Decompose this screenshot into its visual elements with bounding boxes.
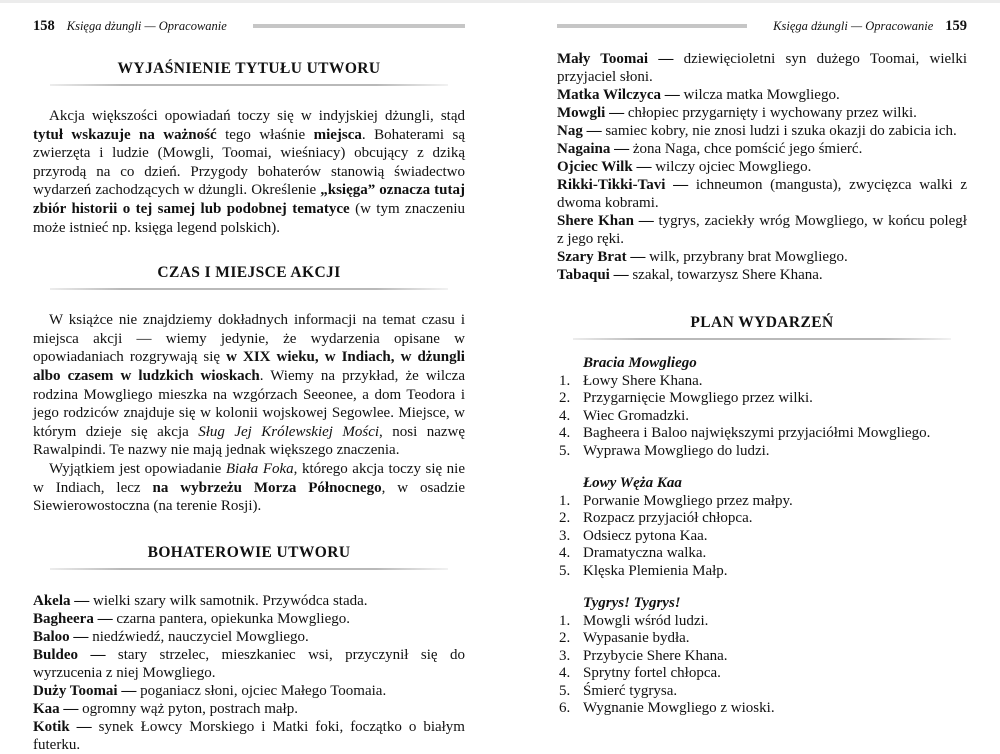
- character-entry: Tabaqui — szakal, towarzysz Shere Khana.: [557, 267, 823, 283]
- plan-item-text: Wypasanie bydła.: [583, 630, 690, 646]
- chapter-title: Łowy Węża Kaa: [583, 475, 682, 491]
- plan-item-number: 1.: [559, 372, 571, 389]
- chapter-title: Bracia Mowgliego: [583, 355, 697, 371]
- character-entry: Nagaina — żona Naga, chce pomścić jego śmierć.: [557, 141, 863, 157]
- text-segment: Akcja większości opowiadań toczy się w indyjskiej dżungli, stąd: [49, 108, 465, 124]
- heading-rule: [50, 84, 447, 86]
- character-name: Rikki-Tikki-Tavi —: [557, 177, 689, 193]
- text-segment: . Bohaterami są zwierzęta i ludzie (Mowgli, Toomai, wieśniacy) obcujący z dziką przyrodą na co dzień. Przygody bohaterów stanowią świadectwo wydarzeń zachodzących w dżungli. Określenie: [33, 126, 465, 199]
- text-segment: W książce nie znajdziemy dokładnych informacji na temat czasu i miejsca akcji — wiemy jedynie, że wydarzenia opisane w opowiadaniach rozgrywają się: [33, 312, 465, 366]
- plan-item-text: Wygnanie Mowgliego z wioski.: [583, 700, 775, 716]
- character-entry: Ojciec Wilk — wilczy ojciec Mowgliego.: [557, 159, 812, 175]
- plan-item-text: Klęska Plemienia Małp.: [583, 562, 728, 579]
- plan-item-text: Łowy Shere Khana.: [583, 372, 703, 389]
- plan-item: [559, 510, 967, 528]
- plan-chapter: [557, 475, 967, 580]
- heading-text: PLAN WYDARZEŃ: [690, 314, 834, 331]
- plan-item-text: Śmierć tygrysa.: [583, 682, 678, 699]
- plan-item: [559, 665, 967, 683]
- plan-item: [559, 700, 967, 718]
- character-name: Baloo —: [33, 628, 89, 645]
- plan-item-number: 4.: [559, 425, 571, 441]
- character-entry: Szary Brat — wilk, przybrany brat Mowgliego.: [557, 249, 848, 265]
- text-segment: na wybrzeżu Morza Północnego: [152, 479, 382, 496]
- plan-item-text: Wyprawa Mowgliego do ludzi.: [583, 442, 770, 459]
- text-segment: , nosi nazwę Rawalpindi. Te nazwy nie mają jednak większego znaczenia.: [33, 423, 465, 459]
- plan-item-number: 2.: [559, 390, 571, 406]
- plan-item: [559, 373, 967, 391]
- text-segment: Sług Jej Królewskiej Mości: [198, 423, 380, 440]
- plan-item: [559, 545, 967, 563]
- character-entry: Baloo — niedźwiedź, nauczyciel Mowgliego.: [33, 628, 309, 645]
- text-segment: tego właśnie: [216, 126, 314, 143]
- section-heading-plan: [557, 314, 967, 340]
- text-segment: w XIX wieku, w Indiach, w dżungli albo czasem w ludzkich wioskach: [33, 349, 465, 384]
- heading-rule: [50, 288, 447, 290]
- plan-chapters: [557, 355, 967, 718]
- character-name: Kaa —: [33, 700, 79, 717]
- character-name: Mały Toomai —: [557, 51, 674, 67]
- right-running-title: Księga dżungli — Opracowanie: [773, 19, 934, 33]
- character-entry: Shere Khan — tygrys, zaciekły wróg Mowgliego, w końcu poległ z jego ręki.: [557, 213, 967, 247]
- left-page-number: 158: [33, 18, 55, 34]
- text-segment: tytuł wskazuje na ważność: [33, 126, 217, 143]
- title-explanation-paragraph: [33, 107, 465, 237]
- plan-item-text: Mowgli wśród ludzi.: [583, 612, 709, 629]
- plan-item: [559, 683, 967, 701]
- heading-rule: [573, 338, 950, 340]
- heading-rule: [50, 568, 447, 570]
- character-name: Nag —: [557, 123, 602, 139]
- character-name: Bagheera —: [33, 610, 113, 627]
- plan-item-number: 2.: [559, 630, 571, 646]
- plan-item-number: 4.: [559, 407, 571, 424]
- character-name: Mowgli —: [557, 105, 625, 121]
- right-page: [557, 18, 967, 718]
- character-entry: Duży Toomai — poganiacz słoni, ojciec Małego Toomaia.: [33, 682, 387, 699]
- character-entry: Rikki-Tikki-Tavi — ichneumon (mangusta), zwycięzca walki z dwoma kobrami.: [557, 177, 967, 211]
- plan-item-text: Porwanie Mowgliego przez małpy.: [583, 492, 793, 509]
- plan-chapter: [557, 595, 967, 718]
- plan-item-text: Wiec Gromadzki.: [583, 407, 690, 424]
- character-name: Shere Khan —: [557, 213, 654, 229]
- left-page-header: [33, 18, 465, 34]
- character-name: Szary Brat —: [557, 249, 646, 265]
- character-entry: Akela — wielki szary wilk samotnik. Przywódca stada.: [33, 592, 368, 609]
- plan-item-text: Przybycie Shere Khana.: [583, 647, 728, 664]
- character-list-right: [557, 50, 967, 284]
- character-name: Ojciec Wilk —: [557, 159, 652, 175]
- plan-item: [559, 443, 967, 461]
- text-segment: Biała Foka: [225, 460, 294, 477]
- plan-item-number: 5.: [559, 562, 571, 579]
- heading-text: CZAS I MIEJSCE AKCJI: [157, 264, 341, 282]
- text-segment: Wyjątkiem jest opowiadanie: [49, 460, 226, 477]
- text-segment: , w osadzie Siewierowostoczna (na terenie Rosji).: [33, 479, 466, 515]
- time-place-paragraph-2: [33, 460, 465, 516]
- plan-item-number: 2.: [559, 510, 571, 526]
- character-entry: Matka Wilczyca — wilcza matka Mowgliego.: [557, 87, 840, 103]
- character-entry: Mały Toomai — dziewięcioletni syn dużego Toomai, wielki przyjaciel słoni.: [557, 51, 967, 85]
- plan-item: [559, 630, 967, 648]
- text-segment: miejsca: [313, 126, 362, 143]
- plan-item-number: 6.: [559, 700, 571, 716]
- plan-item: [559, 408, 967, 426]
- time-place-paragraph-1: [33, 311, 465, 460]
- plan-item: [559, 563, 967, 581]
- plan-item-number: 1.: [559, 492, 571, 509]
- character-name: Kotik —: [33, 718, 92, 735]
- plan-item-text: Bagheera i Baloo największymi przyjaciółmi Mowgliego.: [583, 425, 931, 441]
- text-segment: , którego akcja toczy się nie w Indiach, lecz: [33, 460, 466, 496]
- plan-item-text: Przygarnięcie Mowgliego przez wilki.: [583, 390, 813, 406]
- character-entry: Kaa — ogromny wąż pyton, postrach małp.: [33, 700, 298, 717]
- character-name: Duży Toomai —: [33, 682, 137, 699]
- plan-chapter: [557, 355, 967, 460]
- heading-text: BOHATEROWIE UTWORU: [147, 543, 351, 561]
- character-name: Tabaqui —: [557, 267, 629, 283]
- character-name: Nagaina —: [557, 141, 630, 157]
- character-entry: Kotik — synek Łowcy Morskiego i Matki foki, foczątko o białym futerku.: [33, 718, 465, 753]
- plan-item-number: 3.: [559, 527, 571, 544]
- chapter-title: Tygrys! Tygrys!: [583, 595, 681, 611]
- section-heading-title-explanation: [33, 60, 465, 86]
- text-segment: „księga” oznacza tutaj zbiór historii o tej samej lub podobnej tematyce: [33, 182, 465, 217]
- plan-item-text: Rozpacz przyjaciół chłopca.: [583, 510, 753, 526]
- character-name: Akela —: [33, 592, 90, 609]
- page-top-edge: [0, 0, 1000, 3]
- plan-item: [559, 390, 967, 408]
- plan-item: [559, 528, 967, 546]
- plan-item-number: 5.: [559, 442, 571, 459]
- character-name: Matka Wilczyca —: [557, 87, 680, 103]
- character-name: Buldeo —: [33, 646, 106, 663]
- character-entry: Nag — samiec kobry, nie znosi ludzi i szuka okazji do zabicia ich.: [557, 123, 957, 139]
- text-segment: . Wiemy na przykład, że wilcza rodzina Mowgliego mieszka na wzgórzach Seeonee, a dom Teodora i jego rodziców znajduje się w kolonii wojskowej Segowlee. Miejsce, w którym dzieje się akcja: [33, 367, 465, 440]
- plan-item: [559, 613, 967, 631]
- plan-item-number: 1.: [559, 612, 571, 629]
- plan-item-number: 4.: [559, 665, 571, 681]
- left-page: [33, 18, 465, 754]
- text-segment: (w tym znaczeniu może istnieć np. księga legend polskich).: [33, 200, 465, 236]
- left-running-title: Księga dżungli — Opracowanie: [66, 19, 227, 33]
- right-page-number: 159: [945, 18, 967, 34]
- plan-item-text: Odsiecz pytona Kaa.: [583, 527, 708, 544]
- plan-item: [559, 493, 967, 511]
- right-header-bar: [557, 24, 747, 28]
- heading-text: WYJAŚNIENIE TYTUŁU UTWORU: [117, 60, 381, 77]
- left-header-bar: [253, 24, 465, 28]
- plan-item-number: 4.: [559, 545, 571, 561]
- section-heading-time-place: [33, 264, 465, 290]
- character-entry: Buldeo — stary strzelec, mieszkaniec wsi, przyczynił się do wyrzucenia z niej Mowgliego.: [33, 646, 466, 681]
- right-page-header: [557, 18, 967, 34]
- plan-item-text: Dramatyczna walka.: [583, 545, 707, 561]
- section-heading-characters: [33, 544, 465, 570]
- plan-item-text: Sprytny fortel chłopca.: [583, 665, 721, 681]
- plan-item: [559, 648, 967, 666]
- plan-item: [559, 425, 967, 443]
- character-entry: Mowgli — chłopiec przygarnięty i wychowany przez wilki.: [557, 105, 917, 121]
- character-list-left: [33, 592, 465, 754]
- plan-item-number: 5.: [559, 682, 571, 699]
- plan-item-number: 3.: [559, 647, 571, 664]
- character-entry: Bagheera — czarna pantera, opiekunka Mowgliego.: [33, 610, 350, 627]
